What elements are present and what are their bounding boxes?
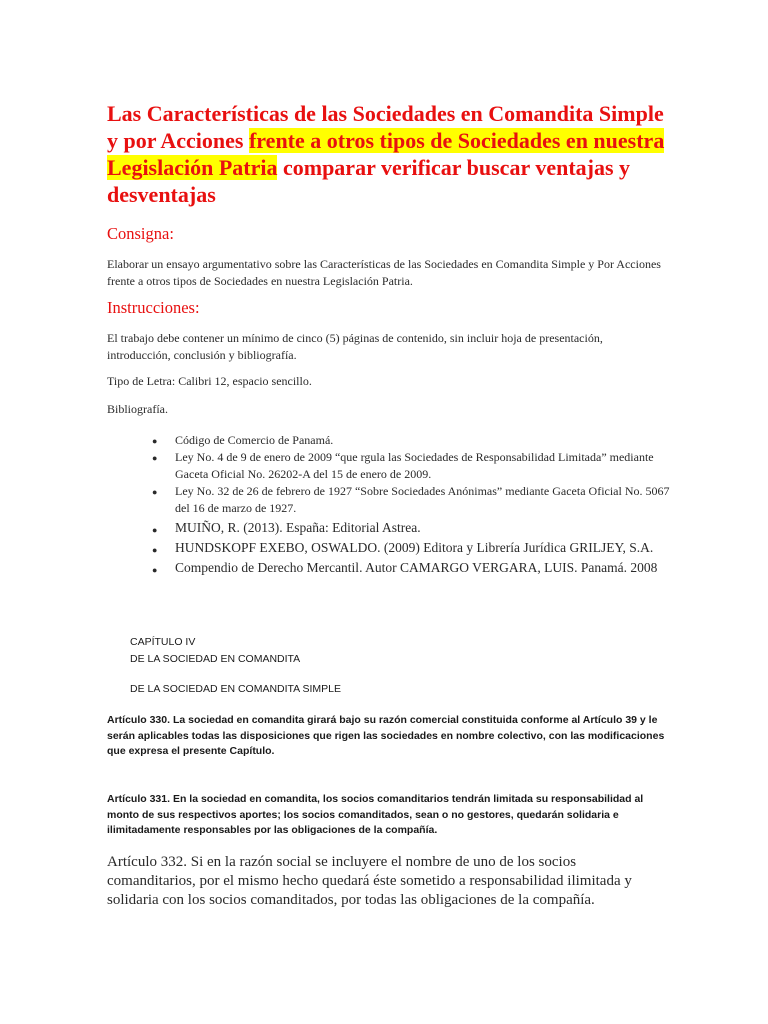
articulo-331: Artículo 331. En la sociedad en comandita, los socios comanditarios tendrán limitada su responsabilidad al monto de sus respectivos aportes; los socios comanditados, sean o no gestores, quedarán solidaria e ilimitadamente responsables por las obligaciones de la compañía. [107,793,644,836]
articulo-332: Artículo 332. Si en la razón social se incluyere el nombre de uno de los socios comanditarios, por el mismo hecho quedará éste sometido a responsabilidad ilimitada y solidaria con los socios comanditados, por todas las obligaciones de la compañía. [107,854,632,908]
bibliografia-label: Bibliografía. [107,402,168,416]
chapter-title: DE LA SOCIEDAD EN COMANDITA [130,653,301,665]
bullet-icon: ● [152,487,158,497]
bibliography-item: ● Código de Comercio de Panamá. [152,432,672,449]
articulo-330: Artículo 330. La sociedad en comandita girará bajo su razón comercial constituida conforme al Artículo 39 y le serán aplicables todas las disposiciones que rigen las sociedades en nombre colectivo, con las modificaciones que expresa el presente Capítulo. [107,714,665,757]
bibliography-item: ● MUIÑO, R. (2013). España: Editorial Astrea. [152,518,672,537]
bullet-icon: ● [152,436,158,446]
document-title [107,100,667,208]
title-part2: comparar verificar buscar ventajas y desventajas [107,155,631,207]
title-part1: Las Características de las Sociedades en Comandita Simple y por Acciones [107,101,664,153]
bullet-icon: ● [152,525,158,535]
instrucciones-paragraph-1: El trabajo debe contener un mínimo de cinco (5) páginas de contenido, sin incluir hoja de presentación, introducción, conclusión y bibliografía. [107,331,603,362]
bibliography-item: ● Ley No. 4 de 9 de enero de 2009 “que rgula las Sociedades de Responsabilidad Limitada” mediante Gaceta Oficial No. 26202-A del 15 de enero de 2009. [152,450,654,481]
bullet-icon: ● [152,453,158,463]
bibliography-item: ● Ley No. 32 de 26 de febrero de 1927 “Sobre Sociedades Anónimas” mediante Gaceta Oficial No. 5067 del 16 de marzo de 1927. [152,484,670,515]
bibliography-list [152,432,672,577]
bibliography-item: ● Compendio de Derecho Mercantil. Autor CAMARGO VERGARA, LUIS. Panamá. 2008 [152,558,672,577]
section-title: DE LA SOCIEDAD EN COMANDITA SIMPLE [130,683,342,695]
bullet-icon: ● [152,565,158,575]
bibliography-item: ● HUNDSKOPF EXEBO, OSWALDO. (2009) Editora y Librería Jurídica GRILJEY, S.A. [152,538,672,557]
bullet-icon: ● [152,545,158,555]
consigna-heading: Consigna: [107,224,174,243]
instrucciones-heading: Instrucciones: [107,298,200,317]
title-highlight: frente a otros tipos de Sociedades en nuestra Legislación Patria [107,128,665,180]
chapter-number: CAPÍTULO IV [130,636,196,648]
instrucciones-paragraph-2: Tipo de Letra: Calibri 12, espacio sencillo. [107,374,312,388]
consigna-text: Elaborar un ensayo argumentativo sobre las Características de las Sociedades en Comandita Simple y Por Acciones frente a otros tipos de Sociedades en nuestra Legislación Patria. [107,257,661,288]
